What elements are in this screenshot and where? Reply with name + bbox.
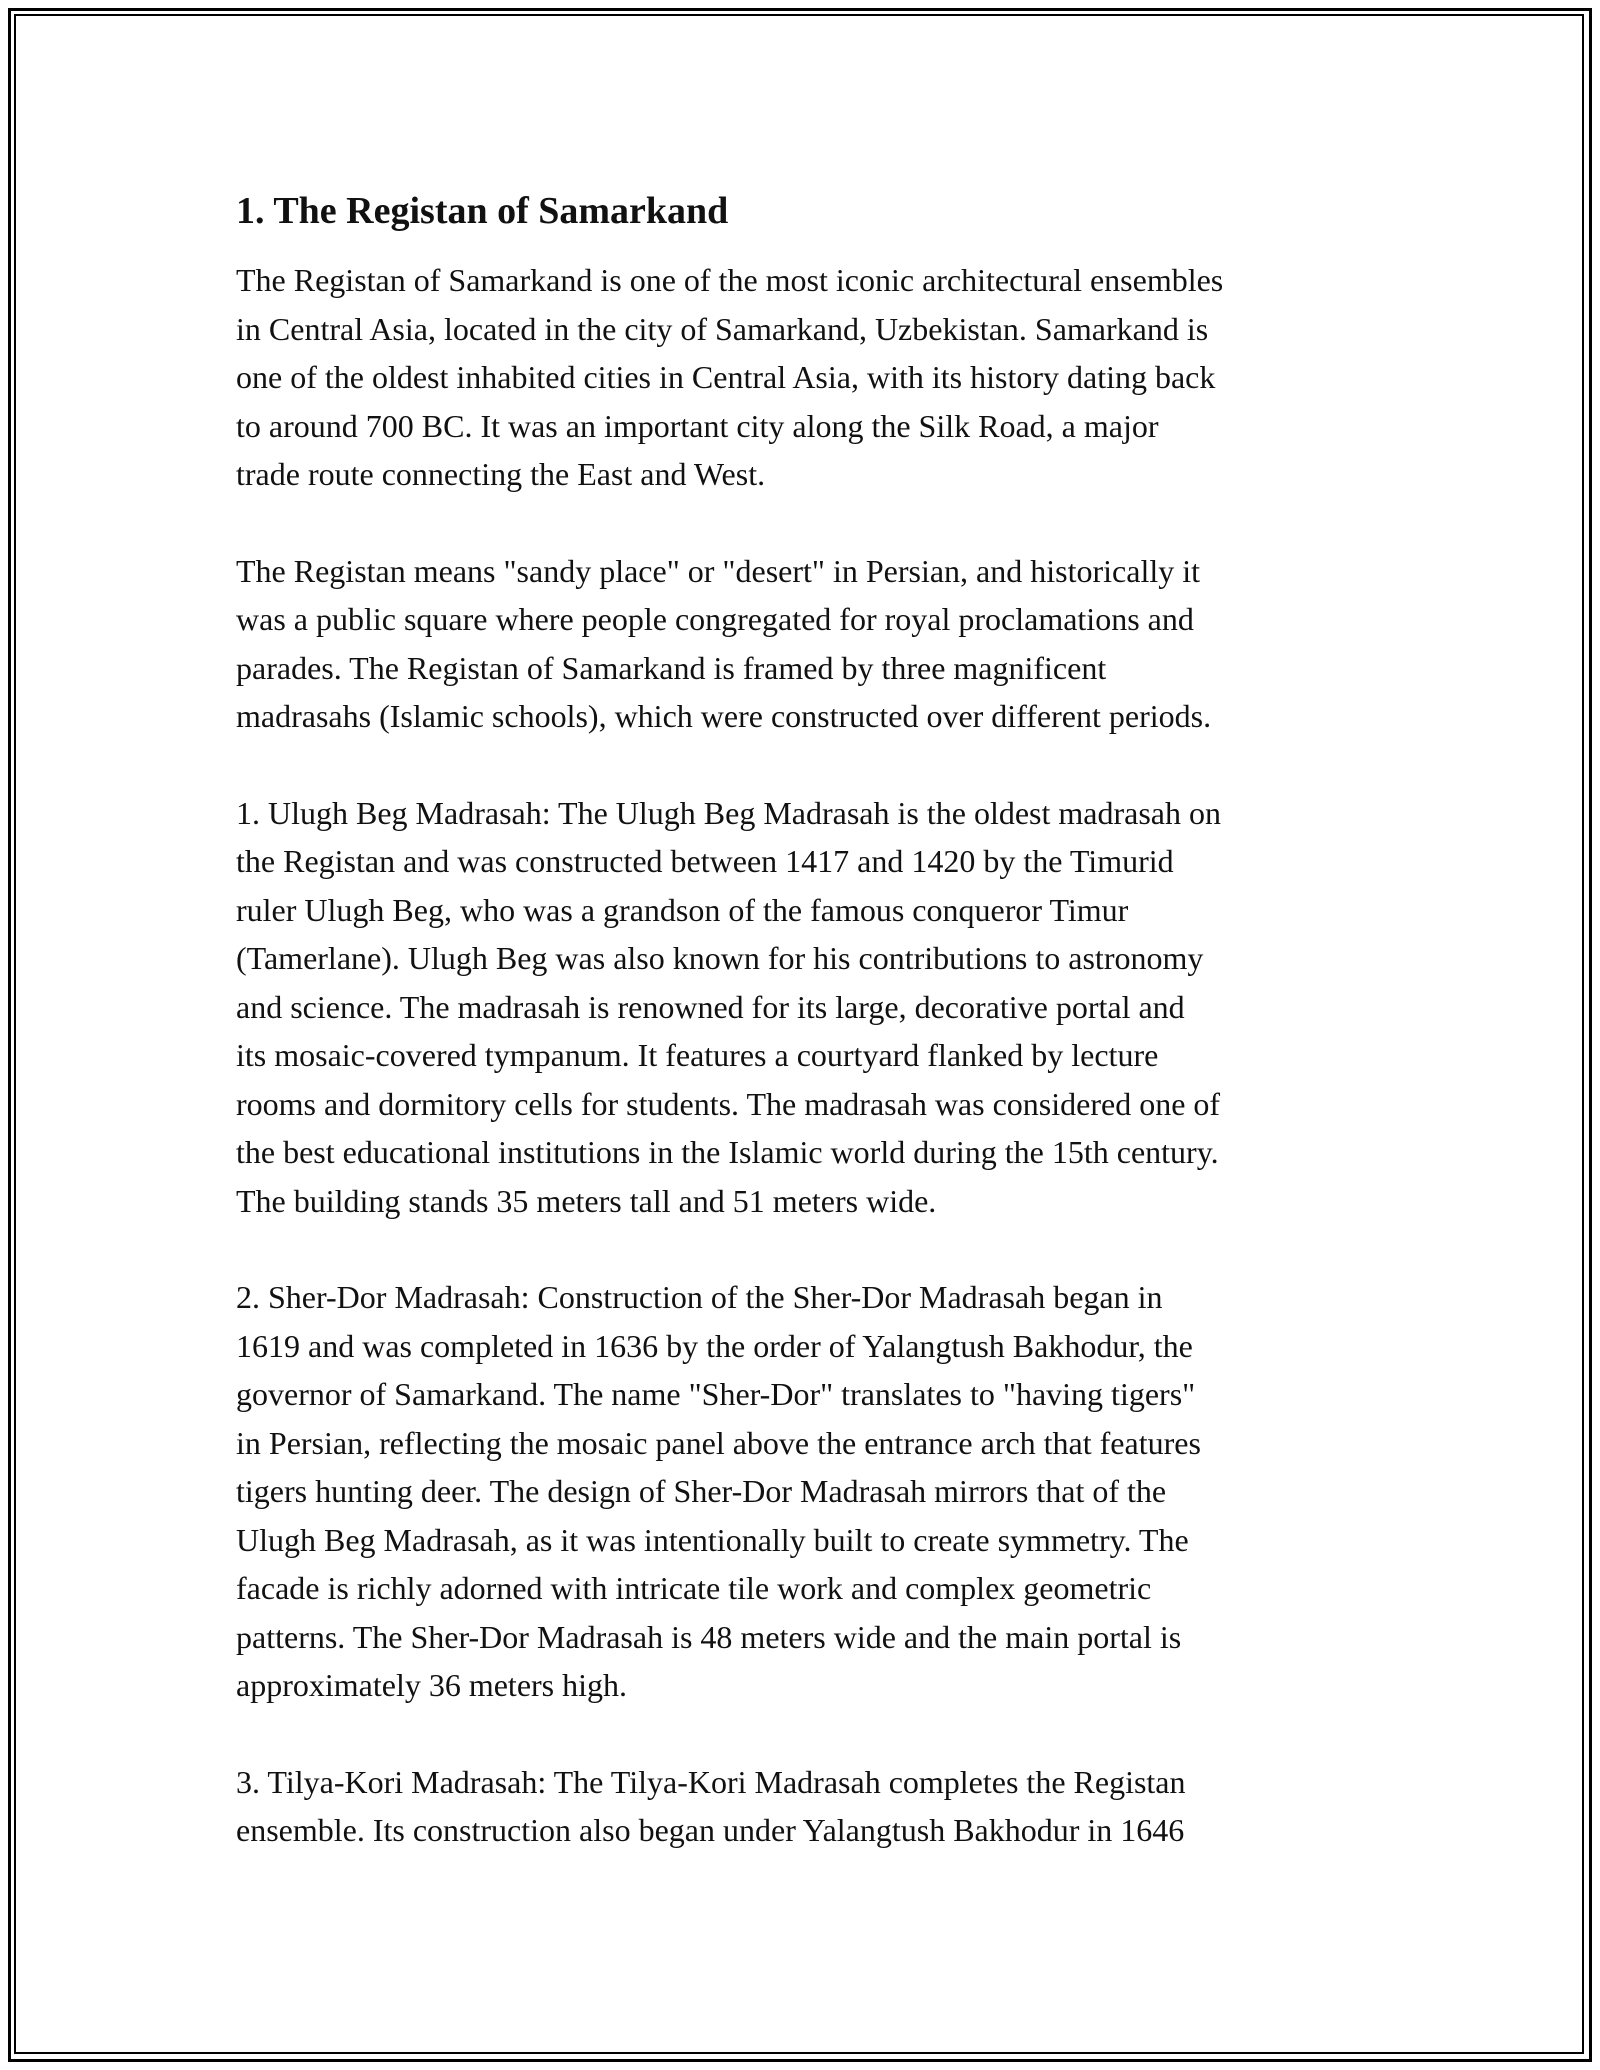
text-line: its mosaic-covered tympanum. It features a courtyard flanked by lecture <box>236 1037 1159 1073</box>
text-line: (Tamerlane). Ulugh Beg was also known for his contributions to astronomy <box>236 940 1204 976</box>
text-line: in Persian, reflecting the mosaic panel above the entrance arch that features <box>236 1424 1201 1461</box>
text-line: madrasahs (Islamic schools), which were constructed over different periods. <box>236 698 1212 734</box>
section-heading: 1. The Registan of Samarkand <box>236 190 729 232</box>
paragraph-ulugh-beg <box>236 789 1396 1226</box>
text-line: 2. Sher-Dor Madrasah: Construction of the Sher-Dor Madrasah began in <box>236 1279 1163 1315</box>
text-line: in Central Asia, located in the city of Samarkand, Uzbekistan. Samarkand is <box>236 310 1209 347</box>
paragraph-meaning <box>236 547 1396 741</box>
text-line: facade is richly adorned with intricate tile work and complex geometric <box>236 1570 1152 1606</box>
text-line: patterns. The Sher-Dor Madrasah is 48 meters wide and the main portal is <box>236 1618 1182 1655</box>
paragraph-tilya-kori <box>236 1758 1396 1855</box>
text-line: Ulugh Beg Madrasah, as it was intentionally built to create symmetry. The <box>236 1521 1189 1558</box>
text-line: 1. Ulugh Beg Madrasah: The Ulugh Beg Madrasah is the oldest madrasah on <box>236 794 1221 831</box>
text-line: The Registan means "sandy place" or "desert" in Persian, and historically it <box>236 552 1200 589</box>
paragraph-sher-dor <box>236 1273 1396 1710</box>
text-line: 1619 and was completed in 1636 by the order of Yalangtush Bakhodur, the <box>236 1327 1193 1364</box>
text-line: rooms and dormitory cells for students. The madrasah was considered one of <box>236 1085 1221 1122</box>
text-line: tigers hunting deer. The design of Sher-Dor Madrasah mirrors that of the <box>236 1473 1167 1509</box>
text-line: 3. Tilya-Kori Madrasah: The Tilya-Kori Madrasah completes the Registan <box>236 1763 1186 1800</box>
text-line: one of the oldest inhabited cities in Central Asia, with its history dating back <box>236 359 1216 395</box>
text-line: ruler Ulugh Beg, who was a grandson of the famous conqueror Timur <box>236 891 1129 928</box>
document-body <box>236 186 1396 1903</box>
text-line: and science. The madrasah is renowned for its large, decorative portal and <box>236 988 1185 1025</box>
text-line: the best educational institutions in the Islamic world during the 15th century. <box>236 1134 1219 1170</box>
paragraph-intro <box>236 256 1396 499</box>
text-line: ensemble. Its construction also began under Yalangtush Bakhodur in 1646 <box>236 1812 1185 1848</box>
text-line: The building stands 35 meters tall and 51 meters wide. <box>236 1182 937 1219</box>
text-line: the Registan and was constructed between 1417 and 1420 by the Timurid <box>236 843 1174 879</box>
text-line: to around 700 BC. It was an important city along the Silk Road, a major <box>236 407 1159 444</box>
text-line: governor of Samarkand. The name "Sher-Dor" translates to "having tigers" <box>236 1376 1196 1412</box>
text-line: The Registan of Samarkand is one of the most iconic architectural ensembles <box>236 262 1224 298</box>
text-line: was a public square where people congregated for royal proclamations and <box>236 601 1194 637</box>
text-line: approximately 36 meters high. <box>236 1667 628 1703</box>
text-line: trade route connecting the East and West. <box>236 456 766 492</box>
text-line: parades. The Registan of Samarkand is framed by three magnificent <box>236 649 1107 686</box>
